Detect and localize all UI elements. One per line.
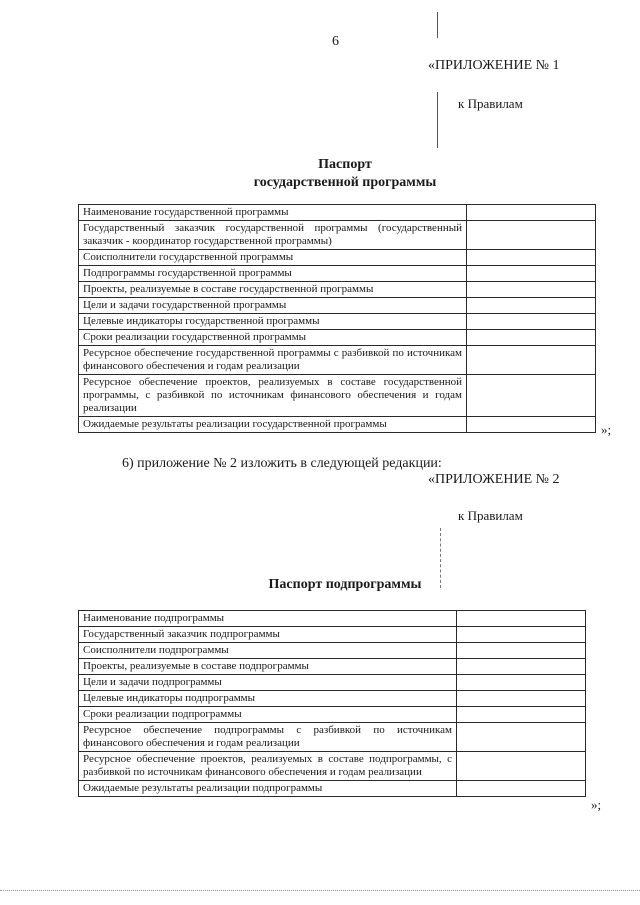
- row-value-cell: [457, 691, 586, 707]
- table-row: [79, 330, 596, 346]
- table-row: [79, 346, 596, 375]
- row-label: Ожидаемые результаты реализации подпрограммы: [79, 781, 457, 797]
- amendment-text: 6) приложение № 2 изложить в следующей редакции:: [122, 456, 442, 471]
- scan-dots: [0, 890, 640, 891]
- appendix-1-subtitle: к Правилам: [458, 96, 523, 111]
- table-row: [79, 611, 586, 627]
- table-row: [79, 675, 586, 691]
- table-row: [79, 707, 586, 723]
- table-row: [79, 752, 586, 781]
- row-label: Ресурсное обеспечение проектов, реализуемых в составе государственной программы, с разбивкой по источникам финансового обеспечения и годам реализации: [79, 375, 467, 417]
- row-label: Ресурсное обеспечение подпрограммы с разбивкой по источникам финансового обеспечения и годам реализации: [79, 723, 457, 752]
- row-value-cell: [467, 346, 596, 375]
- row-label: Ожидаемые результаты реализации государственной программы: [79, 417, 467, 433]
- row-label: Цели и задачи государственной программы: [79, 298, 467, 314]
- passport-2-table: [78, 610, 586, 797]
- row-label: Государственный заказчик подпрограммы: [79, 627, 457, 643]
- row-label: Целевые индикаторы подпрограммы: [79, 691, 457, 707]
- appendix-2-subtitle: к Правилам: [458, 508, 523, 523]
- row-value-cell: [457, 707, 586, 723]
- row-label: Государственный заказчик государственной программы (государственный заказчик - координатор государственной программы): [79, 221, 467, 250]
- passport-1-title-line1: Паспорт: [318, 157, 372, 172]
- row-value-cell: [467, 282, 596, 298]
- row-value-cell: [467, 250, 596, 266]
- table-row: [79, 659, 586, 675]
- passport-1-table: [78, 204, 596, 433]
- row-value-cell: [467, 417, 596, 433]
- scan-line: [437, 12, 438, 38]
- row-value-cell: [457, 752, 586, 781]
- row-value-cell: [467, 314, 596, 330]
- row-label: Подпрограммы государственной программы: [79, 266, 467, 282]
- table-row: [79, 627, 586, 643]
- table-row: [79, 643, 586, 659]
- row-label: Ресурсное обеспечение государственной программы с разбивкой по источникам финансового обеспечения и годам реализации: [79, 346, 467, 375]
- table-row: [79, 221, 596, 250]
- passport-2-title: Паспорт подпрограммы: [268, 577, 422, 592]
- table-row: [79, 417, 596, 433]
- row-value-cell: [467, 221, 596, 250]
- row-value-cell: [467, 330, 596, 346]
- table-row: [79, 298, 596, 314]
- scan-line: [437, 92, 438, 148]
- table-row: [79, 205, 596, 221]
- row-value-cell: [457, 675, 586, 691]
- passport-1-title-line2: государственной программы: [253, 175, 437, 190]
- table-row: [79, 250, 596, 266]
- table-row: [79, 781, 586, 797]
- row-label: Наименование государственной программы: [79, 205, 467, 221]
- table-row: [79, 266, 596, 282]
- row-label: Наименование подпрограммы: [79, 611, 457, 627]
- page-number: 6: [332, 34, 339, 49]
- table-row: [79, 691, 586, 707]
- table-row: [79, 375, 596, 417]
- row-value-cell: [467, 266, 596, 282]
- table-row: [79, 723, 586, 752]
- row-value-cell: [457, 643, 586, 659]
- row-label: Сроки реализации подпрограммы: [79, 707, 457, 723]
- row-value-cell: [467, 205, 596, 221]
- row-value-cell: [457, 611, 586, 627]
- row-label: Сроки реализации государственной программы: [79, 330, 467, 346]
- row-value-cell: [467, 375, 596, 417]
- table-row: [79, 314, 596, 330]
- row-label: Целевые индикаторы государственной программы: [79, 314, 467, 330]
- row-label: Проекты, реализуемые в составе государственной программы: [79, 282, 467, 298]
- table-row: [79, 282, 596, 298]
- row-value-cell: [457, 659, 586, 675]
- closing-quote-2: »;: [591, 797, 602, 812]
- appendix-2-title: «ПРИЛОЖЕНИЕ № 2: [428, 472, 560, 487]
- row-label: Соисполнители подпрограммы: [79, 643, 457, 659]
- appendix-1-title: «ПРИЛОЖЕНИЕ № 1: [428, 58, 560, 73]
- row-value-cell: [457, 627, 586, 643]
- passport-1-title: [200, 156, 490, 192]
- row-value-cell: [467, 298, 596, 314]
- row-label: Цели и задачи подпрограммы: [79, 675, 457, 691]
- row-value-cell: [457, 781, 586, 797]
- row-value-cell: [457, 723, 586, 752]
- row-label: Проекты, реализуемые в составе подпрограммы: [79, 659, 457, 675]
- row-label: Ресурсное обеспечение проектов, реализуемых в составе подпрограммы, с разбивкой по источникам финансового обеспечения и годам реализации: [79, 752, 457, 781]
- closing-quote-1: »;: [601, 422, 612, 437]
- row-label: Соисполнители государственной программы: [79, 250, 467, 266]
